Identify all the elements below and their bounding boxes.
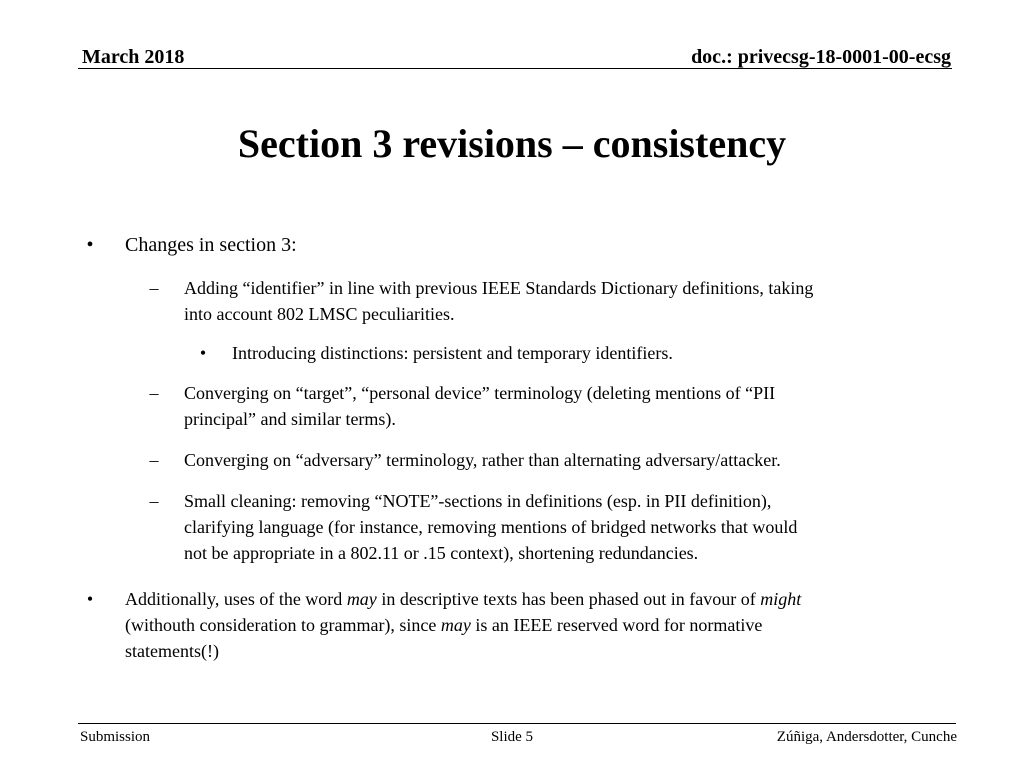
sub-bullet-identifier-line1: Adding “identifier” in line with previous IEEE Standards Dictionary definitions, taking: [184, 278, 814, 298]
bullet-additionally-line1: [125, 586, 801, 612]
header-date: March 2018: [82, 46, 185, 68]
sub-bullet-target-line2: principal” and similar terms).: [184, 409, 396, 429]
sub-bullet-marker: –: [149, 450, 159, 470]
bullet-additionally-line3: statements(!): [125, 641, 219, 661]
text-run: in descriptive texts has been phased out in favour of: [376, 589, 761, 609]
emphasis-may: may: [346, 589, 377, 609]
bullet-marker: •: [86, 234, 94, 256]
bullet-marker: •: [86, 589, 94, 609]
footer-submission: Submission: [80, 729, 151, 745]
footer-divider: [78, 723, 956, 724]
emphasis-may: may: [440, 615, 471, 635]
sub-bullet-marker: –: [149, 383, 159, 403]
text-run: (withouth consideration to grammar), since: [125, 615, 441, 635]
sub-bullet-target-line1: Converging on “target”, “personal device” terminology (deleting mentions of “PII: [184, 383, 776, 403]
text-run: Additionally, uses of the word: [125, 589, 347, 609]
bullet-additionally-line2: [125, 612, 762, 638]
sub-bullet-adversary: Converging on “adversary” terminology, rather than alternating adversary/attacker.: [184, 450, 781, 470]
sub-bullet-cleaning-line1: Small cleaning: removing “NOTE”-sections in definitions (esp. in PII definition),: [184, 491, 772, 511]
slide-title: Section 3 revisions – consistency: [237, 121, 787, 166]
header-doc-id: doc.: privecsg-18-0001-00-ecsg: [691, 46, 951, 68]
text-run: is an IEEE reserved word for normative: [470, 615, 763, 635]
sub-bullet-cleaning-line2: clarifying language (for instance, removing mentions of bridged networks that would: [184, 517, 798, 537]
emphasis-might: might: [760, 589, 802, 609]
subsub-bullet-marker: •: [199, 343, 207, 363]
sub-bullet-cleaning-line3: not be appropriate in a 802.11 or .15 context), shortening redundancies.: [184, 543, 699, 563]
subsub-bullet-distinctions: Introducing distinctions: persistent and temporary identifiers.: [232, 343, 673, 363]
footer-slide-number: Slide 5: [490, 729, 534, 745]
bullet-changes: Changes in section 3:: [125, 234, 297, 256]
header-divider: [78, 68, 952, 69]
footer-authors: Zúñiga, Andersdotter, Cunche: [776, 729, 957, 745]
sub-bullet-identifier-line2: into account 802 LMSC peculiarities.: [184, 304, 455, 324]
sub-bullet-marker: –: [149, 278, 159, 298]
sub-bullet-marker: –: [149, 491, 159, 511]
